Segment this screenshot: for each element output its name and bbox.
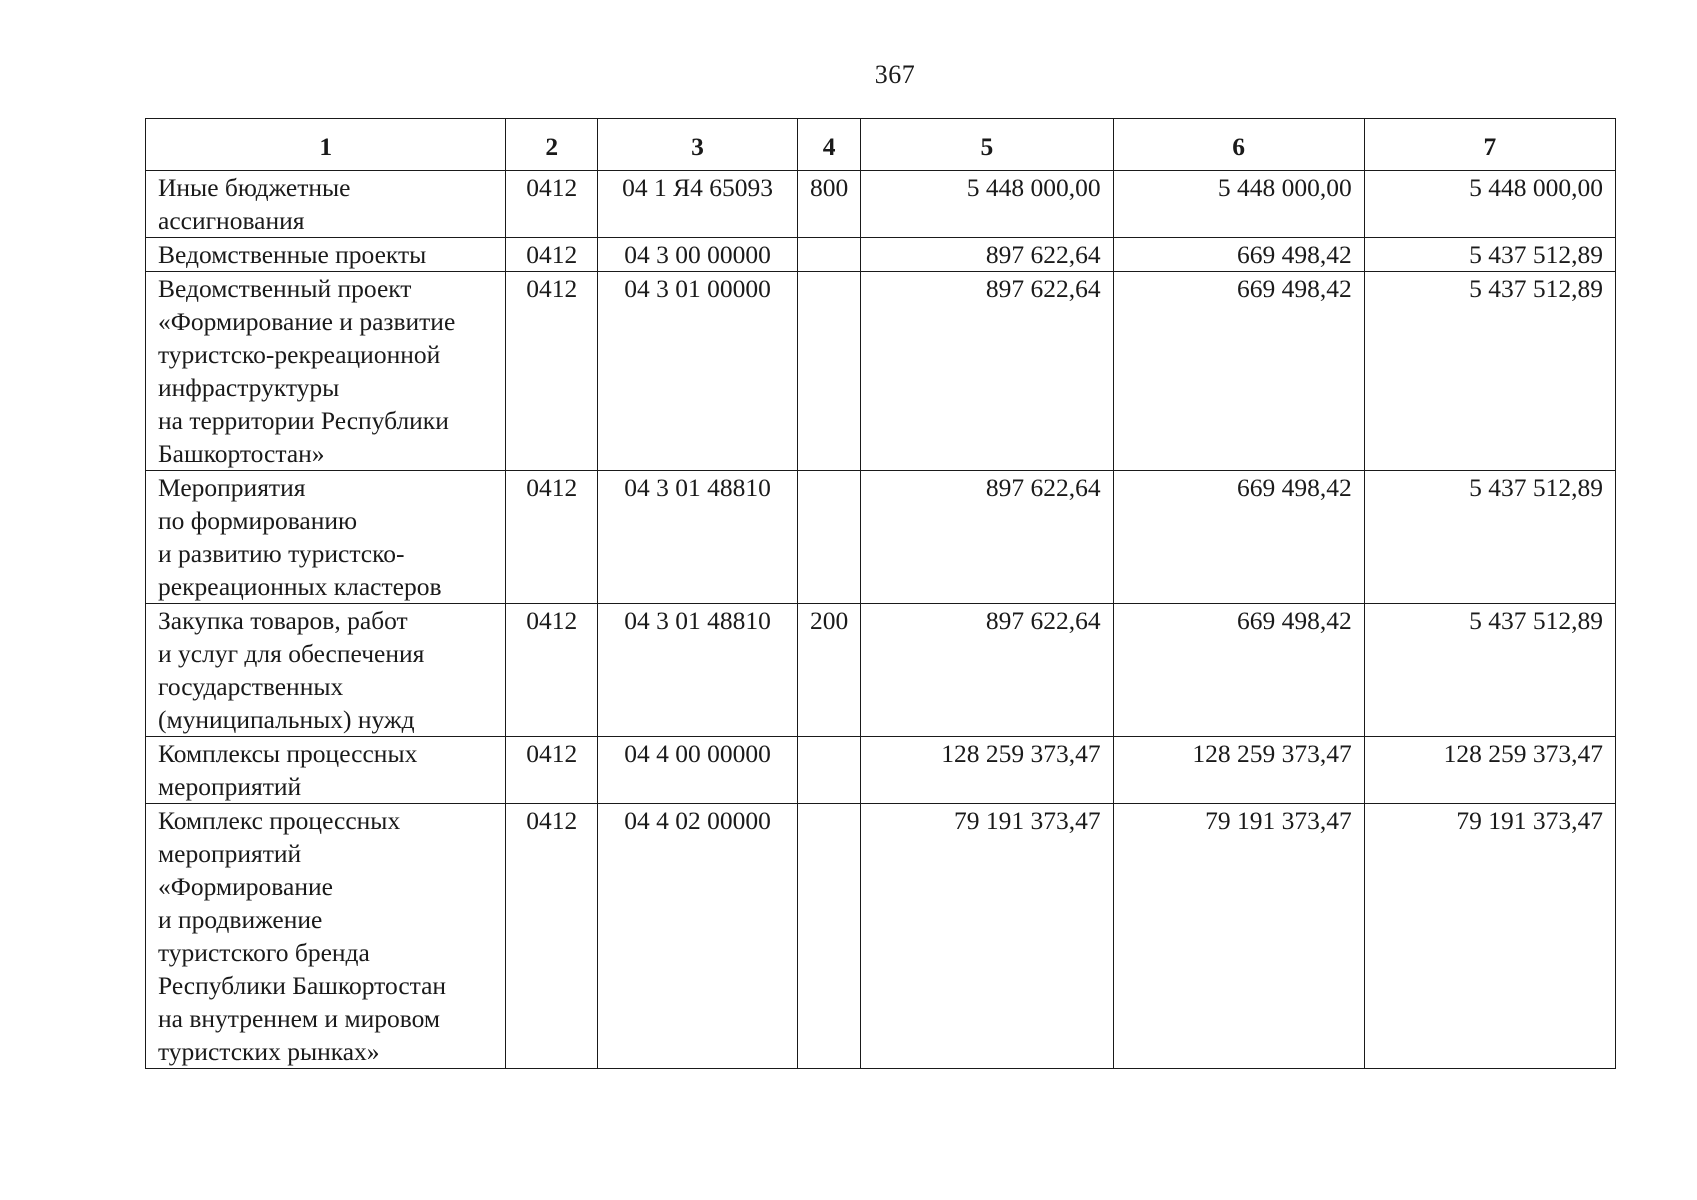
row-name-line: на внутреннем и мировом [158, 1004, 440, 1033]
section-cell: 0412 [506, 471, 598, 604]
section-cell: 0412 [506, 604, 598, 737]
expense-type-cell: 200 [797, 604, 860, 737]
column-header: 5 [861, 119, 1113, 171]
amount-6-cell: 128 259 373,47 [1113, 737, 1364, 804]
row-name-line: «Формирование [158, 872, 333, 901]
column-header: 4 [797, 119, 860, 171]
amount-6-cell: 669 498,42 [1113, 471, 1364, 604]
row-name-line: Иные бюджетные [158, 173, 351, 202]
amount-6-cell: 669 498,42 [1113, 238, 1364, 272]
row-name-line: рекреационных кластеров [158, 572, 442, 601]
expense-type-cell [797, 272, 860, 471]
amount-7-cell: 5 437 512,89 [1364, 238, 1615, 272]
row-name-cell [146, 272, 506, 471]
amount-7-cell: 128 259 373,47 [1364, 737, 1615, 804]
amount-5-cell: 897 622,64 [861, 272, 1113, 471]
row-name-line: Закупка товаров, работ [158, 606, 408, 635]
header-row [146, 119, 1616, 171]
row-name-line: (муниципальных) нужд [158, 705, 415, 734]
section-cell: 0412 [506, 238, 598, 272]
amount-5-cell: 897 622,64 [861, 471, 1113, 604]
row-name-line: мероприятий [158, 772, 302, 801]
amount-5-cell: 128 259 373,47 [861, 737, 1113, 804]
target-article-cell: 04 3 01 48810 [598, 604, 798, 737]
row-name-line: по формированию [158, 506, 358, 535]
amount-7-cell: 5 437 512,89 [1364, 272, 1615, 471]
row-name-line: туристско-рекреационной [158, 340, 441, 369]
target-article-cell: 04 4 02 00000 [598, 804, 798, 1069]
row-name-line: и развитию туристско- [158, 539, 405, 568]
table-row [146, 238, 1616, 272]
row-name-line: туристского бренда [158, 938, 370, 967]
expense-type-cell [797, 804, 860, 1069]
expense-type-cell [797, 737, 860, 804]
row-name-line: и продвижение [158, 905, 323, 934]
amount-6-cell: 669 498,42 [1113, 604, 1364, 737]
page-number: 367 [874, 60, 916, 89]
table-row [146, 171, 1616, 238]
target-article-cell: 04 3 01 48810 [598, 471, 798, 604]
row-name-line: на территории Республики [158, 406, 449, 435]
amount-7-cell: 5 448 000,00 [1364, 171, 1615, 238]
amount-5-cell: 897 622,64 [861, 238, 1113, 272]
row-name-cell [146, 238, 506, 272]
amount-5-cell: 79 191 373,47 [861, 804, 1113, 1069]
column-header: 7 [1364, 119, 1615, 171]
amount-6-cell: 5 448 000,00 [1113, 171, 1364, 238]
amount-5-cell: 5 448 000,00 [861, 171, 1113, 238]
row-name-line: инфраструктуры [158, 373, 340, 402]
row-name-line: Республики Башкортостан [158, 971, 447, 1000]
row-name-line: и услуг для обеспечения [158, 639, 425, 668]
row-name-line: мероприятий [158, 839, 302, 868]
row-name-cell [146, 471, 506, 604]
column-header: 2 [506, 119, 598, 171]
row-name-line: Мероприятия [158, 473, 306, 502]
table-row [146, 804, 1616, 1069]
column-header: 6 [1113, 119, 1364, 171]
row-name-cell [146, 737, 506, 804]
row-name-line: Ведомственные проекты [158, 240, 427, 269]
table-row [146, 737, 1616, 804]
amount-6-cell: 669 498,42 [1113, 272, 1364, 471]
section-cell: 0412 [506, 737, 598, 804]
amount-5-cell: 897 622,64 [861, 604, 1113, 737]
section-cell: 0412 [506, 272, 598, 471]
row-name-line: «Формирование и развитие [158, 307, 456, 336]
row-name-line: ассигнования [158, 206, 305, 235]
table-row [146, 471, 1616, 604]
section-cell: 0412 [506, 804, 598, 1069]
target-article-cell: 04 4 00 00000 [598, 737, 798, 804]
expense-type-cell [797, 238, 860, 272]
amount-7-cell: 79 191 373,47 [1364, 804, 1615, 1069]
row-name-line: Ведомственный проект [158, 274, 412, 303]
amount-7-cell: 5 437 512,89 [1364, 471, 1615, 604]
budget-table [145, 118, 1616, 1069]
expense-type-cell [797, 471, 860, 604]
table-row [146, 272, 1616, 471]
target-article-cell: 04 1 Я4 65093 [598, 171, 798, 238]
target-article-cell: 04 3 01 00000 [598, 272, 798, 471]
row-name-line: Комплексы процессных [158, 739, 418, 768]
row-name-line: Башкортостан» [158, 439, 325, 468]
table-row [146, 604, 1616, 737]
column-header: 3 [598, 119, 798, 171]
row-name-line: государственных [158, 672, 344, 701]
row-name-line: Комплекс процессных [158, 806, 401, 835]
row-name-cell [146, 604, 506, 737]
expense-type-cell: 800 [797, 171, 860, 238]
amount-6-cell: 79 191 373,47 [1113, 804, 1364, 1069]
row-name-line: туристских рынках» [158, 1037, 380, 1066]
amount-7-cell: 5 437 512,89 [1364, 604, 1615, 737]
section-cell: 0412 [506, 171, 598, 238]
row-name-cell [146, 804, 506, 1069]
row-name-cell [146, 171, 506, 238]
column-header: 1 [146, 119, 506, 171]
target-article-cell: 04 3 00 00000 [598, 238, 798, 272]
